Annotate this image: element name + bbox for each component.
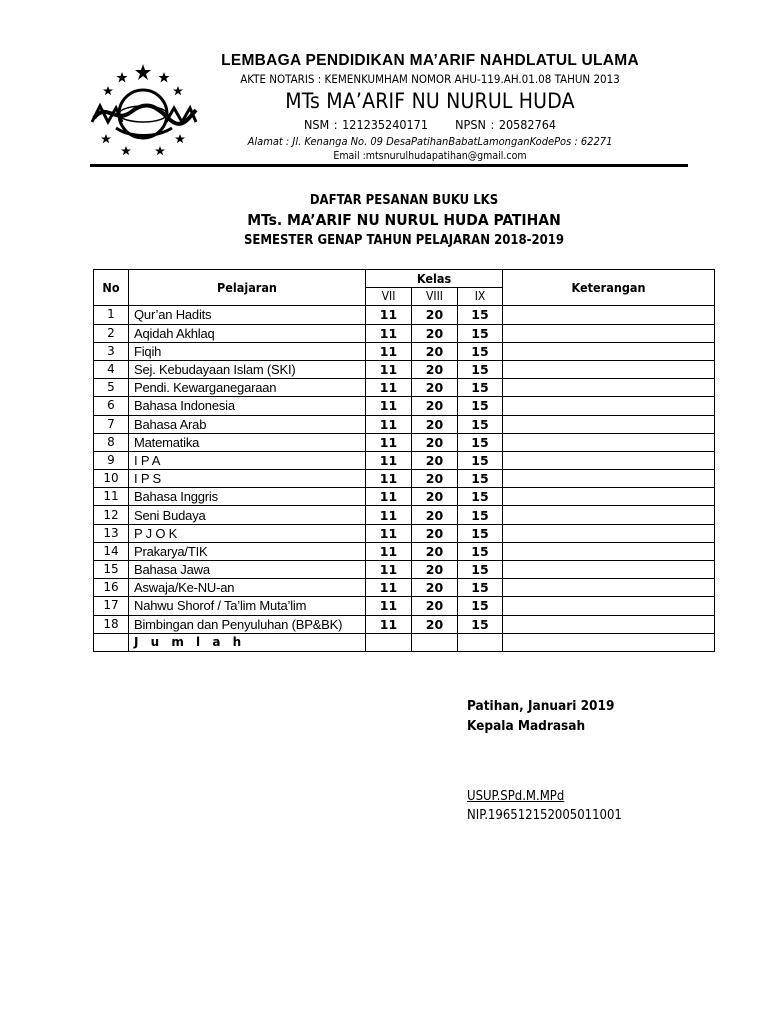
cell-class-viii: 20 — [412, 542, 458, 560]
cell-remarks — [503, 542, 715, 560]
cell-class-vii: 11 — [366, 433, 412, 451]
signature-role: Kepala Madrasah — [467, 718, 586, 734]
cell-class-viii: 20 — [412, 415, 458, 433]
table-row — [94, 579, 715, 597]
cell-no: 3 — [94, 342, 129, 360]
cell-class-ix: 15 — [458, 579, 503, 597]
header-no: No — [94, 270, 129, 306]
cell-remarks — [503, 360, 715, 378]
header-subject: Pelajaran — [129, 270, 366, 306]
document-semester: SEMESTER GENAP TAHUN PELAJARAN 2018-2019 — [243, 233, 565, 248]
cell-subject: I P S — [129, 470, 366, 488]
total-remarks — [503, 633, 715, 651]
signature-place-date: Patihan, Januari 2019 — [467, 698, 615, 714]
cell-class-viii: 20 — [412, 306, 458, 324]
cell-remarks — [503, 506, 715, 524]
cell-class-ix: 15 — [458, 324, 503, 342]
cell-subject: Aswaja/Ke-NU-an — [129, 579, 366, 597]
cell-class-ix: 15 — [458, 360, 503, 378]
letterhead-divider — [90, 164, 688, 167]
cell-subject: I P A — [129, 451, 366, 469]
cell-remarks — [503, 324, 715, 342]
cell-class-vii: 11 — [366, 597, 412, 615]
cell-remarks — [503, 397, 715, 415]
cell-subject: Sej. Kebudayaan Islam (SKI) — [129, 360, 366, 378]
header-class-vii: VII — [366, 288, 412, 306]
cell-no: 12 — [94, 506, 129, 524]
table-row — [94, 451, 715, 469]
cell-no: 8 — [94, 433, 129, 451]
cell-class-ix: 15 — [458, 597, 503, 615]
table-row — [94, 488, 715, 506]
table-row — [94, 470, 715, 488]
cell-remarks — [503, 597, 715, 615]
cell-no: 14 — [94, 542, 129, 560]
cell-remarks — [503, 306, 715, 324]
cell-class-ix: 15 — [458, 561, 503, 579]
table-row — [94, 397, 715, 415]
cell-class-viii: 20 — [412, 342, 458, 360]
cell-no: 10 — [94, 470, 129, 488]
cell-subject: Bahasa Arab — [129, 415, 366, 433]
cell-class-vii: 11 — [366, 488, 412, 506]
header-class: Kelas — [366, 270, 503, 288]
header-class-ix: IX — [458, 288, 503, 306]
cell-class-ix: 15 — [458, 379, 503, 397]
header-class-viii: VIII — [412, 288, 458, 306]
table-row — [94, 306, 715, 324]
cell-class-vii: 11 — [366, 306, 412, 324]
table-row — [94, 615, 715, 633]
cell-class-ix: 15 — [458, 415, 503, 433]
document-title: DAFTAR PESANAN BUKU LKS — [309, 193, 499, 208]
cell-class-vii: 11 — [366, 524, 412, 542]
table-row — [94, 379, 715, 397]
notary-deed: AKTE NOTARIS : KEMENKUMHAM NOMOR AHU-119.AH.01.08 TAHUN 2013 — [240, 72, 620, 86]
cell-class-vii: 11 — [366, 561, 412, 579]
cell-remarks — [503, 488, 715, 506]
cell-class-ix: 15 — [458, 451, 503, 469]
cell-no: 18 — [94, 615, 129, 633]
book-order-table — [93, 269, 715, 652]
cell-subject: Bimbingan dan Penyuluhan (BP&BK) — [129, 615, 366, 633]
document-school: MTs. MA’ARIF NU NURUL HUDA PATIHAN — [247, 211, 561, 229]
table-row — [94, 415, 715, 433]
nsm-number: NSM : 121235240171 — [303, 117, 428, 132]
school-address: Alamat : Jl. Kenanga No. 09 DesaPatihanBabatLamonganKodePos : 62271 — [247, 135, 613, 148]
cell-no: 6 — [94, 397, 129, 415]
table-row — [94, 542, 715, 560]
cell-subject: Aqidah Akhlaq — [129, 324, 366, 342]
cell-subject: Bahasa Indonesia — [129, 397, 366, 415]
cell-remarks — [503, 342, 715, 360]
cell-subject: Bahasa Jawa — [129, 561, 366, 579]
cell-class-ix: 15 — [458, 524, 503, 542]
cell-no: 11 — [94, 488, 129, 506]
cell-no: 7 — [94, 415, 129, 433]
cell-class-ix: 15 — [458, 488, 503, 506]
cell-subject: Prakarya/TIK — [129, 542, 366, 560]
cell-subject: Qur’an Hadits — [129, 306, 366, 324]
signature-nip: NIP.196512152005011001 — [467, 808, 622, 823]
cell-subject: Nahwu Shorof / Ta’lim Muta’lim — [129, 597, 366, 615]
cell-class-viii: 20 — [412, 561, 458, 579]
cell-class-viii: 20 — [412, 397, 458, 415]
cell-class-viii: 20 — [412, 360, 458, 378]
cell-remarks — [503, 433, 715, 451]
total-vii — [366, 633, 412, 651]
cell-subject: Seni Budaya — [129, 506, 366, 524]
total-row — [94, 633, 715, 651]
cell-class-vii: 11 — [366, 415, 412, 433]
table-row — [94, 597, 715, 615]
cell-no: 1 — [94, 306, 129, 324]
total-ix — [458, 633, 503, 651]
cell-no: 16 — [94, 579, 129, 597]
cell-class-vii: 11 — [366, 379, 412, 397]
cell-remarks — [503, 415, 715, 433]
cell-subject: Matematika — [129, 433, 366, 451]
cell-no: 5 — [94, 379, 129, 397]
cell-no: 13 — [94, 524, 129, 542]
table-row — [94, 561, 715, 579]
npsn-number: NPSN : 20582764 — [455, 117, 557, 132]
total-no — [94, 633, 129, 651]
cell-class-vii: 11 — [366, 470, 412, 488]
table-body — [94, 306, 715, 633]
table-row — [94, 360, 715, 378]
cell-class-viii: 20 — [412, 597, 458, 615]
total-viii — [412, 633, 458, 651]
cell-no: 2 — [94, 324, 129, 342]
cell-remarks — [503, 561, 715, 579]
cell-class-ix: 15 — [458, 506, 503, 524]
cell-class-vii: 11 — [366, 506, 412, 524]
school-registration — [180, 117, 680, 132]
table-row — [94, 324, 715, 342]
cell-no: 4 — [94, 360, 129, 378]
cell-class-ix: 15 — [458, 306, 503, 324]
school-name: MTs MA’ARIF NU NURUL HUDA — [285, 89, 575, 113]
cell-no: 17 — [94, 597, 129, 615]
cell-subject: Fiqih — [129, 342, 366, 360]
cell-class-vii: 11 — [366, 397, 412, 415]
cell-class-viii: 20 — [412, 488, 458, 506]
table-row — [94, 433, 715, 451]
cell-class-viii: 20 — [412, 470, 458, 488]
cell-remarks — [503, 470, 715, 488]
cell-no: 9 — [94, 451, 129, 469]
cell-class-ix: 15 — [458, 542, 503, 560]
cell-class-viii: 20 — [412, 433, 458, 451]
cell-class-ix: 15 — [458, 342, 503, 360]
cell-class-viii: 20 — [412, 451, 458, 469]
cell-class-vii: 11 — [366, 324, 412, 342]
cell-class-ix: 15 — [458, 433, 503, 451]
cell-class-ix: 15 — [458, 397, 503, 415]
cell-remarks — [503, 579, 715, 597]
cell-class-viii: 20 — [412, 615, 458, 633]
cell-subject: P J O K — [129, 524, 366, 542]
table-header-row — [94, 270, 715, 288]
signature-name: USUP.SPd.M.MPd — [467, 789, 565, 804]
cell-class-vii: 11 — [366, 342, 412, 360]
cell-subject: Bahasa Inggris — [129, 488, 366, 506]
cell-remarks — [503, 524, 715, 542]
total-label: J u m l a h — [129, 633, 366, 651]
cell-class-viii: 20 — [412, 506, 458, 524]
cell-class-vii: 11 — [366, 360, 412, 378]
cell-class-ix: 15 — [458, 470, 503, 488]
cell-class-viii: 20 — [412, 379, 458, 397]
cell-class-viii: 20 — [412, 524, 458, 542]
cell-remarks — [503, 379, 715, 397]
cell-class-vii: 11 — [366, 615, 412, 633]
cell-class-viii: 20 — [412, 579, 458, 597]
organization-name: LEMBAGA PENDIDIKAN MA’ARIF NAHDLATUL ULAMA — [221, 52, 639, 69]
cell-class-vii: 11 — [366, 451, 412, 469]
table-row — [94, 342, 715, 360]
cell-subject: Pendi. Kewarganegaraan — [129, 379, 366, 397]
cell-class-vii: 11 — [366, 579, 412, 597]
cell-class-ix: 15 — [458, 615, 503, 633]
table-row — [94, 506, 715, 524]
school-email: Email :mtsnurulhudapatihan@gmail.com — [333, 150, 527, 162]
cell-remarks — [503, 451, 715, 469]
header-remarks: Keterangan — [503, 270, 715, 306]
table-row — [94, 524, 715, 542]
cell-class-vii: 11 — [366, 542, 412, 560]
cell-no: 15 — [94, 561, 129, 579]
cell-remarks — [503, 615, 715, 633]
cell-class-viii: 20 — [412, 324, 458, 342]
